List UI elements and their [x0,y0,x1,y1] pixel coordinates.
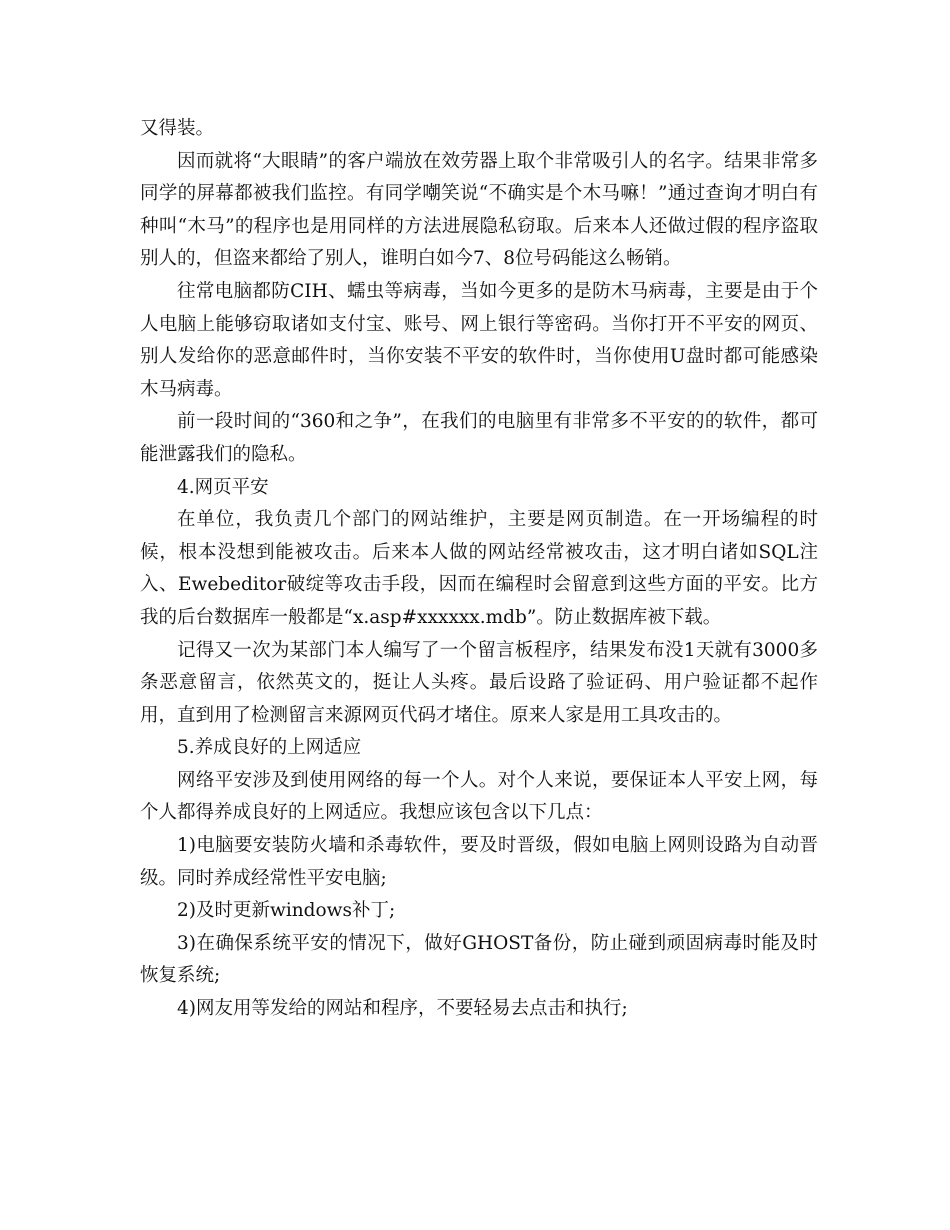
paragraph-big-eye-trojan: 因而就将“大眼睛”的客户端放在效劳器上取个非常吸引人的名字。结果非常多同学的屏幕都被我们监控。有同学嘲笑说“不确实是个木马嘛！”通过查询才明白有种叫“木马”的程序也是用同样的方法进展隐私窃取。后来本人还做过假的程序盗取别人的，但盗来都给了别人，谁明白如今7、8位号码能这么畅销。 [140,150,818,270]
section-heading-internet-habits: 5.养成良好的上网适应 [177,737,362,759]
list-item-firewall: 1)电脑要安装防火墙和杀毒软件，要及时晋级，假如电脑上网则设路为自动晋级。同时养成经常性平安电脑; [140,835,818,889]
paragraph-trojan-viruses: 往常电脑都防CIH、蠕虫等病毒，当如今更多的是防木马病毒，主要是由于个人电脑上能够窃取诸如支付宝、账号、网上银行等密码。当你打开不平安的网页、别人发给你的恶意邮件时，当你安装不平安的软件时，当你使用U盘时都可能感染木马病毒。 [140,280,818,400]
list-item-windows-patch: 2)及时更新windows补丁; [177,900,396,922]
paragraph-360-dispute: 前一段时间的“360和之争”，在我们的电脑里有非常多不平安的的软件，都可能泄露我们的隐私。 [140,411,818,465]
section-heading-web-security: 4.网页平安 [177,476,269,498]
paragraph-guestbook-attack: 记得又一次为某部门本人编写了一个留言板程序，结果发布没1天就有3000多条恶意留言，依然英文的，挺让人头疼。最后设路了验证码、用户验证都不起作用，直到用了检测留言来源网页代码才堵住。原来人家是用工具攻击的。 [140,639,818,726]
paragraph-habits-intro: 网络平安涉及到使用网络的每一个人。对个人来说，要保证本人平安上网，每个人都得养成良好的上网适应。我想应该包含以下几点： [140,769,818,824]
document-page [140,113,818,1026]
paragraph-website-maintenance: 在单位，我负责几个部门的网站维护，主要是网页制造。在一开场编程的时候，根本没想到能被攻击。后来本人做的网站经常被攻击，这才明白诸如SQL注入、Ewebeditor破绽等攻击手段，因而在编程时会留意到这些方面的平安。比方我的后台数据库一般都是“x.asp#xxxxxx.mdb”。防止数据库被下载。 [140,509,818,628]
list-item-dont-click: 4)网友用等发给的网站和程序，不要轻易去点击和执行; [177,998,628,1020]
paragraph-continuation: 又得装。 [140,118,215,139]
list-item-ghost-backup: 3)在确保系统平安的情况下，做好GHOST备份，防止碰到顽固病毒时能及时恢复系统; [140,932,818,987]
